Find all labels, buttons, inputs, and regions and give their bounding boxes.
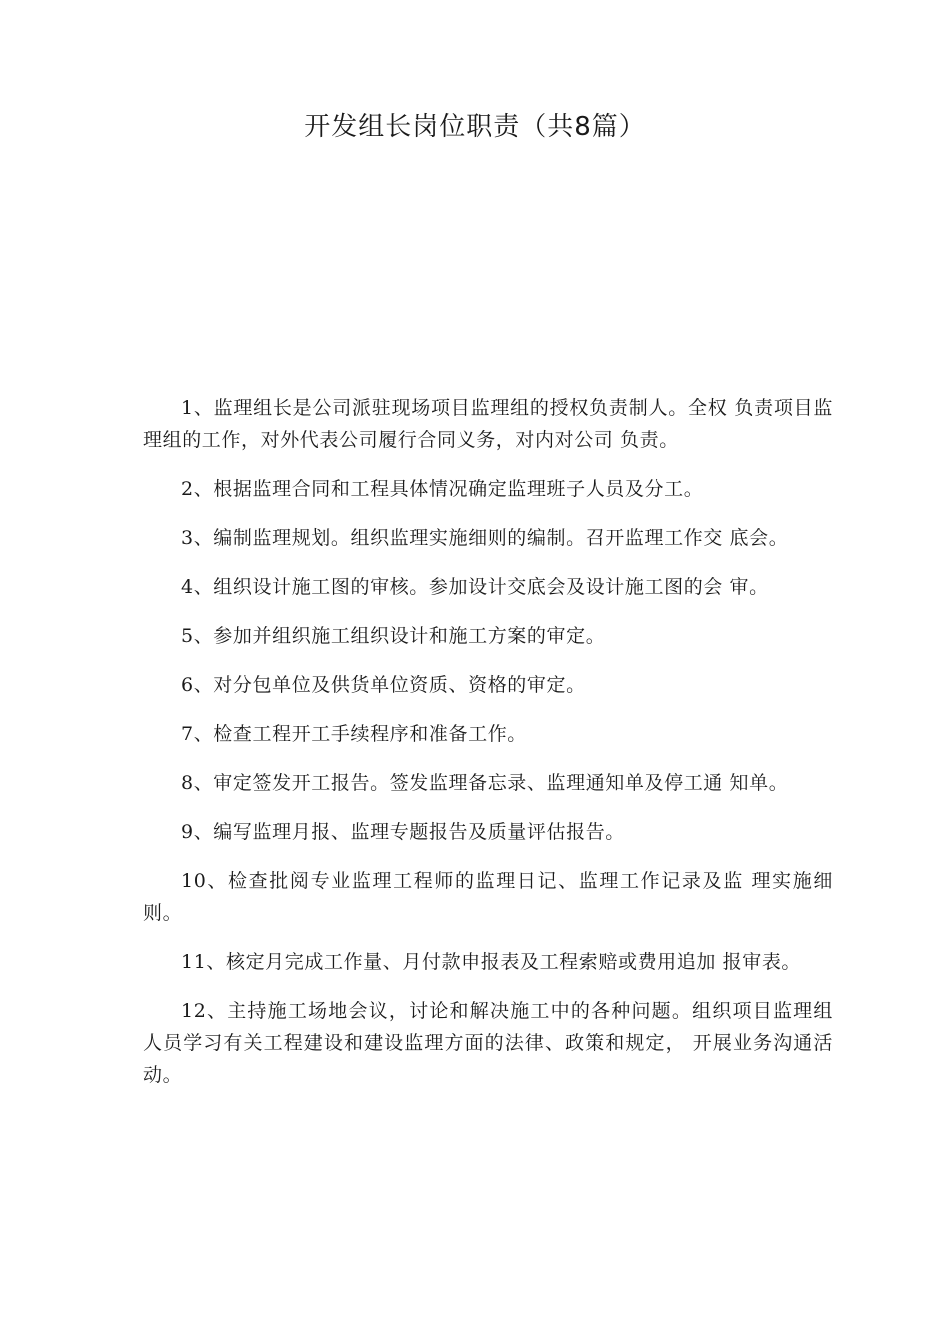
paragraph-11: 11、核定月完成工作量、月付款申报表及工程索赔或费用追加 报审表。 [181, 951, 802, 973]
paragraph-8: 8、审定签发开工报告。签发监理备忘录、监理通知单及停工通 知单。 [181, 772, 789, 794]
paragraph-12: 12、主持施工场地会议，讨论和解决施工中的各种问题。组织项目监理组人员学习有关工程建设和建设监理方面的法律、政策和规定， 开展业务沟通活动。 [143, 1000, 833, 1086]
paragraph-9: 9、编写监理月报、监理专题报告及质量评估报告。 [181, 821, 625, 843]
paragraph-6: 6、对分包单位及供货单位资质、资格的审定。 [181, 674, 586, 696]
paragraph-10: 10、检查批阅专业监理工程师的监理日记、监理工作记录及监 理实施细则。 [143, 870, 833, 924]
paragraph-5: 5、参加并组织施工组织设计和施工方案的审定。 [181, 625, 606, 647]
paragraph-2: 2、根据监理合同和工程具体情况确定监理班子人员及分工。 [181, 478, 704, 500]
document-body [143, 392, 833, 1108]
document-title: 开发组长岗位职责（共8篇） [304, 112, 646, 142]
paragraph-1: 1、监理组长是公司派驻现场项目监理组的授权负责制人。全权 负责项目监理组的工作，对外代表公司履行合同义务，对内对公司 负责。 [143, 397, 833, 451]
paragraph-7: 7、检查工程开工手续程序和准备工作。 [181, 723, 527, 745]
paragraph-3: 3、编制监理规划。组织监理实施细则的编制。召开监理工作交 底会。 [181, 527, 789, 549]
paragraph-4: 4、组织设计施工图的审核。参加设计交底会及设计施工图的会 审。 [181, 576, 769, 598]
